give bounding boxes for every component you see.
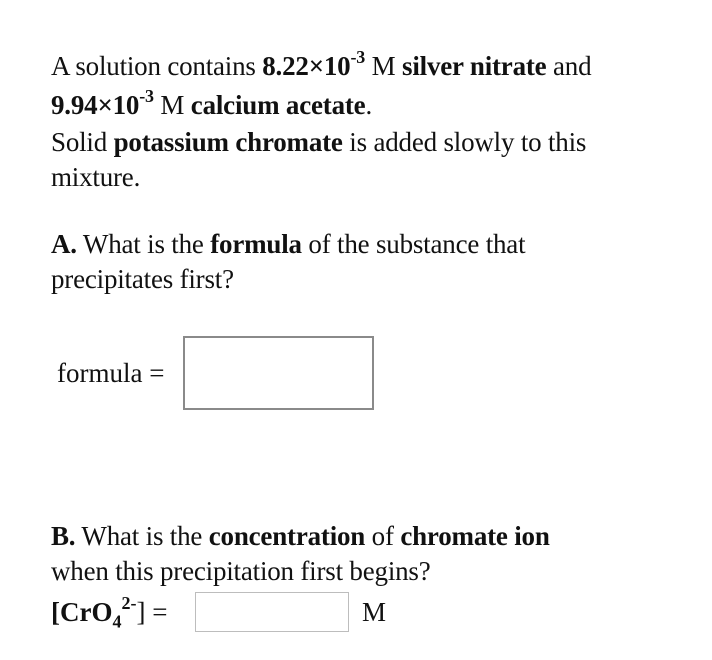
compound-calcium-acetate: calcium acetate [190,90,366,120]
part-a-question-line-1: A. What is the formula of the substance that [51,229,526,259]
text: . [365,90,373,120]
part-b-label: B. [51,521,76,551]
text: M [365,51,403,81]
part-a-question-line-2: precipitates first? [51,264,234,294]
chromate-concentration-input[interactable] [195,592,349,632]
formula-input[interactable] [183,336,374,410]
chromate-ion-label: [CrO$_4^{2-}$] = [51,593,168,632]
silver-nitrate-concentration: $8.22\times 10^{-3}$ [262,47,366,81]
intro-line-4: mixture. [51,162,141,192]
text: A solution contains [51,51,263,81]
compound-silver-nitrate: silver nitrate [402,51,547,81]
text: M [153,90,191,120]
text: and [546,51,592,81]
compound-potassium-chromate: potassium chromate [113,127,343,157]
text: Solid [51,127,114,157]
intro-line-1 [51,47,592,82]
part-a-label: A. [51,229,77,259]
unit-label: M [362,597,387,627]
calcium-acetate-concentration: $9.94\times 10^{-3}$ [51,86,154,120]
formula-label: formula = [57,358,165,388]
intro-line-3 [51,126,586,158]
part-b-question-line-2: when this precipitation first begins? [51,556,431,586]
part-b-question-line-1: B. What is the concentration of chromate ion [51,521,550,551]
intro-line-2 [51,86,373,121]
text: is added slowly to this [342,127,587,157]
